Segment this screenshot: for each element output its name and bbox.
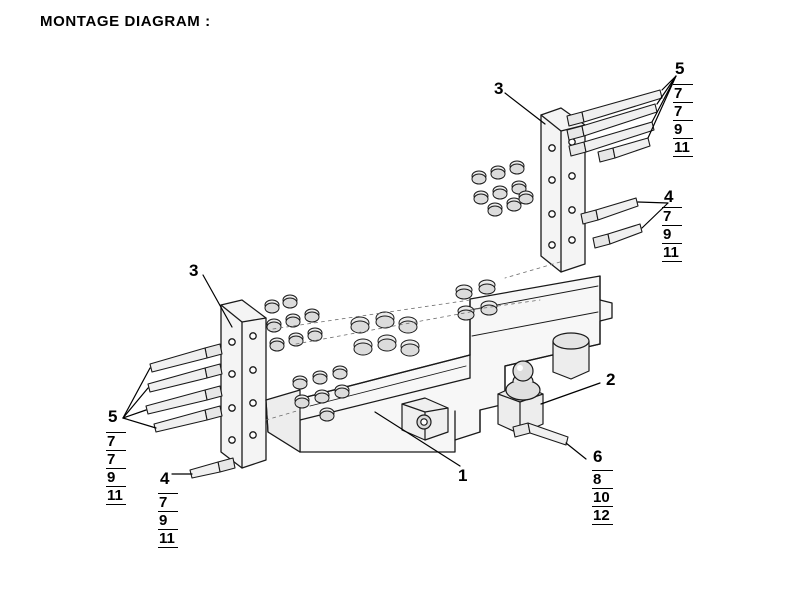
bolt-group-lower-left-bottom: [190, 458, 235, 478]
stack-item: 9: [662, 226, 682, 244]
stack-item: 11: [158, 530, 178, 548]
stack-item: 7: [673, 103, 693, 121]
callout-4-right: 4: [664, 187, 674, 206]
callout-1: 1: [458, 466, 468, 485]
stack-top-right: [673, 84, 693, 157]
callout-3-upper: 3: [494, 79, 504, 98]
stack-item: 9: [106, 469, 126, 487]
stack-item: 7: [673, 84, 693, 103]
bolt-group-lower-left: [146, 344, 222, 432]
bolt-group-bottom-right: [513, 423, 568, 445]
callout-6: 6: [593, 447, 603, 466]
stack-item: 7: [662, 207, 682, 226]
stack-item: 11: [106, 487, 126, 505]
callout-4-lower-left: 4: [160, 469, 170, 488]
callout-5-lower-left: 5: [108, 407, 118, 426]
bolt-group-right-middle: [581, 198, 642, 248]
callout-3-lower: 3: [189, 261, 199, 280]
hardware-cluster-upper: [472, 161, 533, 216]
stack-left-lower: [106, 432, 126, 505]
bolt-group-upper-right: [567, 90, 662, 162]
stack-item: 11: [673, 139, 693, 157]
stack-item: 7: [158, 493, 178, 512]
socket-plate: [553, 333, 589, 379]
stack-left-bottom: [158, 493, 178, 548]
callout-2: 2: [606, 370, 616, 389]
stack-item: 7: [106, 432, 126, 451]
stack-item: 10: [592, 489, 613, 507]
stack-item: 12: [592, 507, 613, 525]
stack-bottom-right: [592, 470, 613, 525]
page-title: MONTAGE DIAGRAM :: [40, 13, 211, 30]
mounting-plate-lower-left: [221, 300, 266, 468]
stack-item: 9: [673, 121, 693, 139]
stack-right-middle: [662, 207, 682, 262]
callout-5-upper-right: 5: [675, 59, 685, 78]
stack-item: 7: [106, 451, 126, 469]
stack-item: 11: [662, 244, 682, 262]
stack-item: 8: [592, 470, 613, 489]
stack-item: 9: [158, 512, 178, 530]
